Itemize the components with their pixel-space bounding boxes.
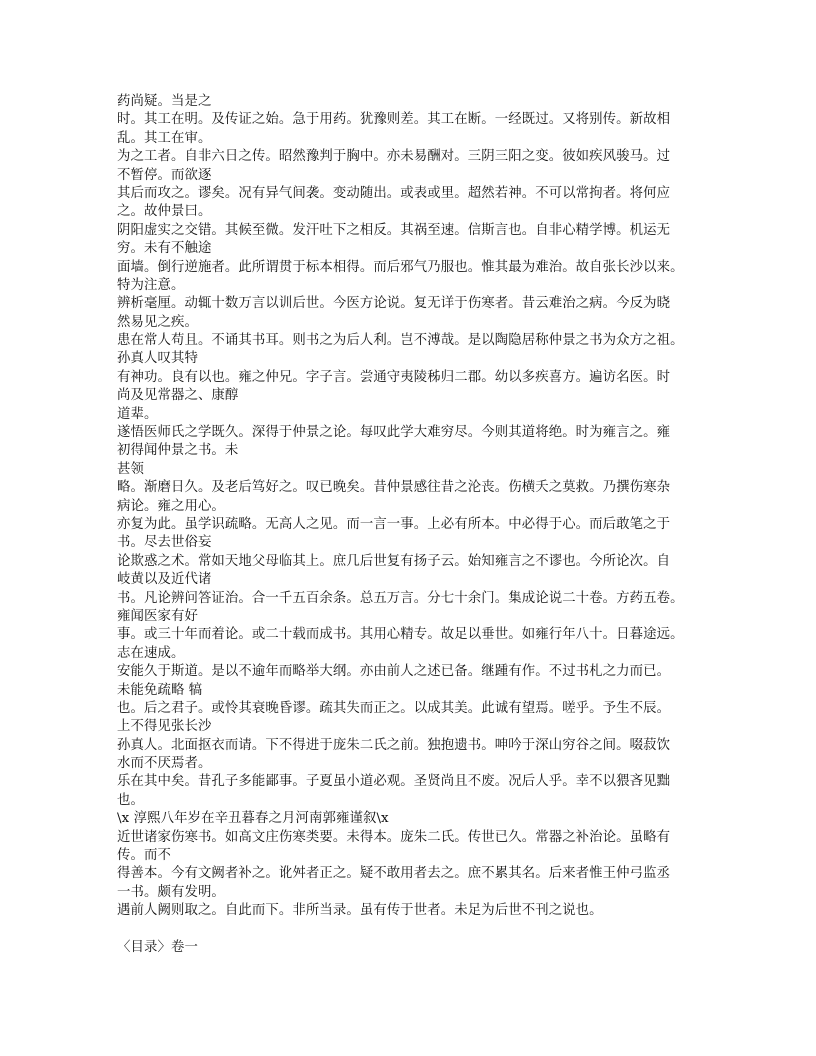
text-line: 孙真人。北面抠衣而请。下不得进于庞朱二氏之前。独抱遗书。呻吟于深山穷谷之间。啜菽饮 [117, 737, 671, 753]
text-line: 有神功。良有以也。雍之仲兄。字子言。尝通守夷陵秭归二郡。幼以多疾喜方。遍访名医。时 [117, 369, 671, 385]
text-line: 病论。雍之用心。 [117, 498, 225, 514]
text-line: 雍闻医家有好 [117, 608, 198, 624]
text-line: 乐在其中矣。昔孔子多能鄙事。子夏虽小道必观。圣贤尚且不废。况后人乎。幸不以猥吝见黜 [117, 774, 671, 790]
text-line: 孙真人叹其特 [117, 351, 198, 367]
text-line: 特为注意。 [117, 277, 185, 293]
text-line: 水而不厌焉者。 [117, 756, 212, 772]
text-line: 尚及见常器之、康醇 [117, 388, 239, 404]
text-line: 患在常人苟且。不诵其书耳。则书之为后人利。岂不溥哉。是以陶隐居称仲景之书为众方之祖。 [117, 333, 684, 349]
text-line: 也。后之君子。或怜其衰晚昏谬。疏其失而正之。以成其美。此诚有望焉。嗟乎。予生不辰。 [117, 700, 671, 716]
text-line: 药尚疑。当是之 [117, 94, 212, 109]
text-line: 事。或三十年而着论。或二十载而成书。其用心精专。故足以垂世。如雍行年八十。日暮途远。 [117, 627, 684, 643]
text-line: 岐黄以及近代诸 [117, 572, 212, 588]
text-line: 志在速成。 [117, 645, 185, 661]
text-line: 穷。未有不触途 [117, 241, 212, 257]
text-line: 乱。其工在审。 [117, 130, 212, 146]
toc-heading: 〈目录〉卷一 [117, 939, 198, 955]
text-line: 遇前人阙则取之。自此而下。非所当录。虽有传于世者。未足为后世不刊之说也。 [117, 903, 603, 919]
text-line: 也。 [117, 792, 144, 808]
blank-line [117, 921, 717, 939]
text-line: 未能免疏略 犒 [117, 682, 203, 698]
signature-line: \x 淳熙八年岁在辛丑暮春之月河南郭雍谨叙\x [117, 811, 389, 827]
text-line: 初得闻仲景之书。未 [117, 443, 239, 459]
text-line: 道辈。 [117, 406, 158, 422]
text-line: 辨析毫厘。动辄十数万言以训后世。今医方论说。复无详于伤寒者。昔云难治之病。今反为晓 [117, 296, 671, 312]
document-page [117, 93, 717, 957]
text-line: 其后而攻之。谬矣。况有异气间袭。变动随出。或表或里。超然若神。不可以常拘者。将何应 [117, 185, 671, 201]
text-line: 略。渐磨日久。及老后笃好之。叹已晚矣。昔仲景感往昔之沦丧。伤横夭之莫救。乃撰伤寒杂 [117, 480, 671, 496]
text-line: 阴阳虚实之交错。其候至微。发汗吐下之相反。其祸至速。信斯言也。自非心精学博。机运无 [117, 222, 671, 238]
text-line: 面墙。倒行逆施者。此所谓贯于标本相得。而后邪气乃服也。惟其最为难治。故自张长沙以来。 [117, 259, 684, 275]
text-line: 不暂停。而欲逐 [117, 167, 212, 183]
text-line: 之。故仲景曰。 [117, 204, 212, 220]
text-line: 近世诸家伤寒书。如高文庄伤寒类要。未得本。庞朱二氏。传世已久。常器之补治论。虽略有 [117, 829, 671, 845]
text-line: 遂悟医师氏之学既久。深得于仲景之论。每叹此学大难穷尽。今则其道将绝。时为雍言之。雍 [117, 425, 671, 441]
text-line: 论欺惑之术。常如天地父母临其上。庶几后世复有扬子云。始知雍言之不谬也。今所论次。自 [117, 553, 671, 569]
text-line: 上不得见张长沙 [117, 719, 212, 735]
text-line: 传。而不 [117, 848, 171, 864]
text-line: 亦复为此。虽学识疏略。无高人之见。而一言一事。上必有所本。中必得于心。而后敢笔之于 [117, 516, 671, 532]
text-line: 然易见之疾。 [117, 314, 198, 330]
text-line: 甚领 [117, 461, 144, 477]
text-line: 一书。颇有发明。 [117, 884, 225, 900]
text-line: 安能久于斯道。是以不逾年而略举大纲。亦由前人之述已备。继踵有作。不过书札之力而已。 [117, 664, 671, 680]
text-line: 得善本。今有文阙者补之。讹舛者正之。疑不敢用者去之。庶不累其名。后来者惟王仲弓监丞 [117, 866, 671, 882]
text-line: 时。其工在明。及传证之始。急于用药。犹豫则差。其工在断。一经既过。又将别传。新故相 [117, 112, 671, 128]
text-line: 书。尽去世俗妄 [117, 535, 212, 551]
text-line: 为之工者。自非六日之传。昭然豫判于胸中。亦未易酬对。三阴三阳之变。彼如疾风骏马。过 [117, 149, 671, 165]
text-line: 书。凡论辨问答证治。合一千五百余条。总五万言。分七十余门。集成论说二十卷。方药五卷。 [117, 590, 684, 606]
